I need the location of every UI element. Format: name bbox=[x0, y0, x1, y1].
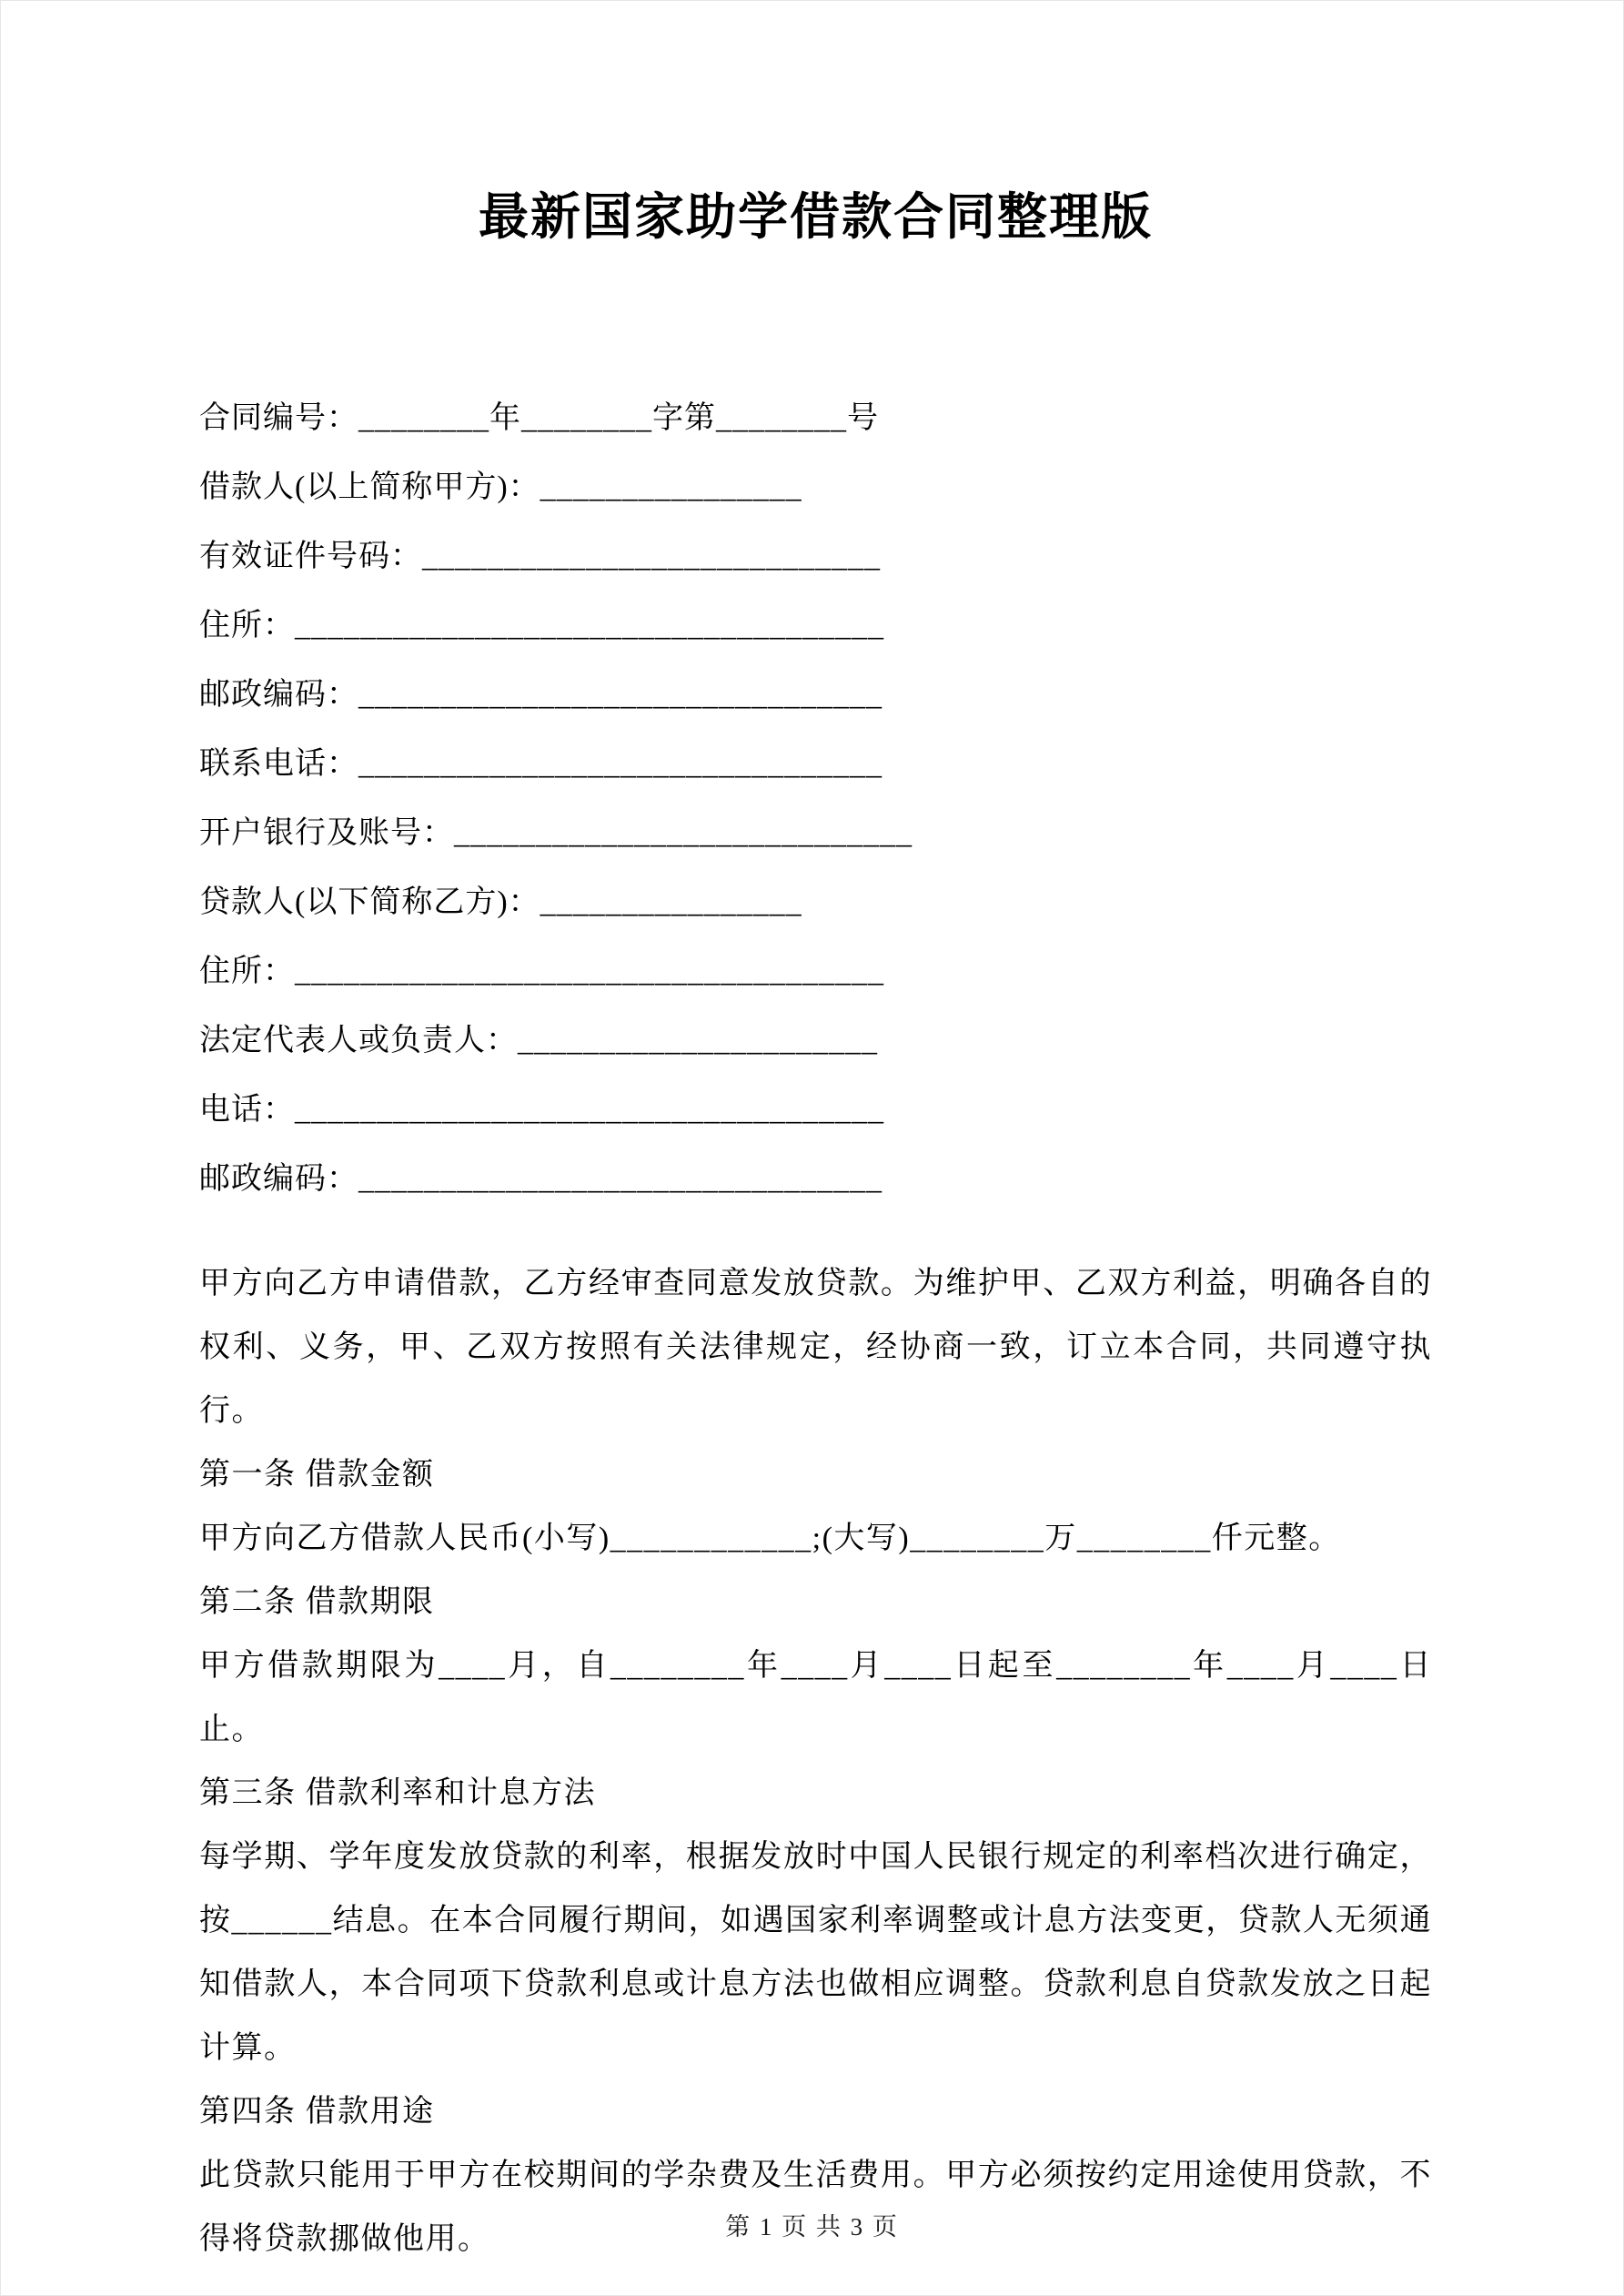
contract-body bbox=[199, 1252, 1432, 2271]
field-borrower-postal-code: 邮政编码：________________________________ bbox=[199, 678, 883, 712]
field-contract-number: 合同编号：________年________字第________号 bbox=[199, 401, 879, 435]
field-bank-account: 开户银行及账号：____________________________ bbox=[199, 816, 913, 850]
article-1-title: 第一条 借款金额 bbox=[199, 1458, 435, 1492]
article-4-title: 第四条 借款用途 bbox=[199, 2095, 435, 2129]
field-contact-phone: 联系电话：________________________________ bbox=[199, 747, 883, 781]
document-title: 最新国家助学借款合同整理版 bbox=[478, 189, 1153, 245]
field-id-number: 有效证件号码：____________________________ bbox=[199, 540, 881, 573]
field-borrower-address: 住所：____________________________________ bbox=[199, 609, 884, 642]
article-4-text: 此贷款只能用于甲方在校期间的学杂费及生活费用。甲方必须按约定用途使用贷款，不得将贷款挪做他用。 bbox=[199, 2159, 1432, 2256]
page-footer: 第 1 页 共 3 页 bbox=[725, 2213, 899, 2240]
article-2-text: 甲方借款期限为____月，自________年____月____日起至________年____月____日止。 bbox=[199, 1649, 1432, 1746]
article-3-text: 每学期、学年度发放贷款的利率，根据发放时中国人民银行规定的利率档次进行确定，按______结息。在本合同履行期间，如遇国家利率调整或计息方法变更，贷款人无须通知借款人，本合同项下贷款利息或计息方法也做相应调整。贷款利息自贷款发放之日起计算。 bbox=[199, 1840, 1432, 2065]
article-1-text: 甲方向乙方借款人民币(小写)____________;(大写)________万________仟元整。 bbox=[199, 1522, 1341, 1555]
field-lender-name: 贷款人(以下简称乙方)：________________ bbox=[199, 885, 802, 919]
field-lender-address: 住所：____________________________________ bbox=[199, 955, 884, 988]
field-lender-phone: 电话：____________________________________ bbox=[199, 1093, 884, 1127]
intro-paragraph: 甲方向乙方申请借款，乙方经审查同意发放贷款。为维护甲、乙双方利益，明确各自的权利、义务，甲、乙双方按照有关法律规定，经协商一致，订立本合同，共同遵守执行。 bbox=[199, 1267, 1432, 1428]
contract-header-fields bbox=[199, 384, 1432, 1214]
field-borrower-name: 借款人(以上简称甲方)：________________ bbox=[199, 470, 802, 504]
field-lender-postal-code: 邮政编码：________________________________ bbox=[199, 1162, 883, 1196]
article-3-title: 第三条 借款利率和计息方法 bbox=[199, 1776, 596, 1810]
article-2-title: 第二条 借款期限 bbox=[199, 1585, 435, 1619]
field-legal-representative: 法定代表人或负责人：______________________ bbox=[199, 1024, 878, 1057]
